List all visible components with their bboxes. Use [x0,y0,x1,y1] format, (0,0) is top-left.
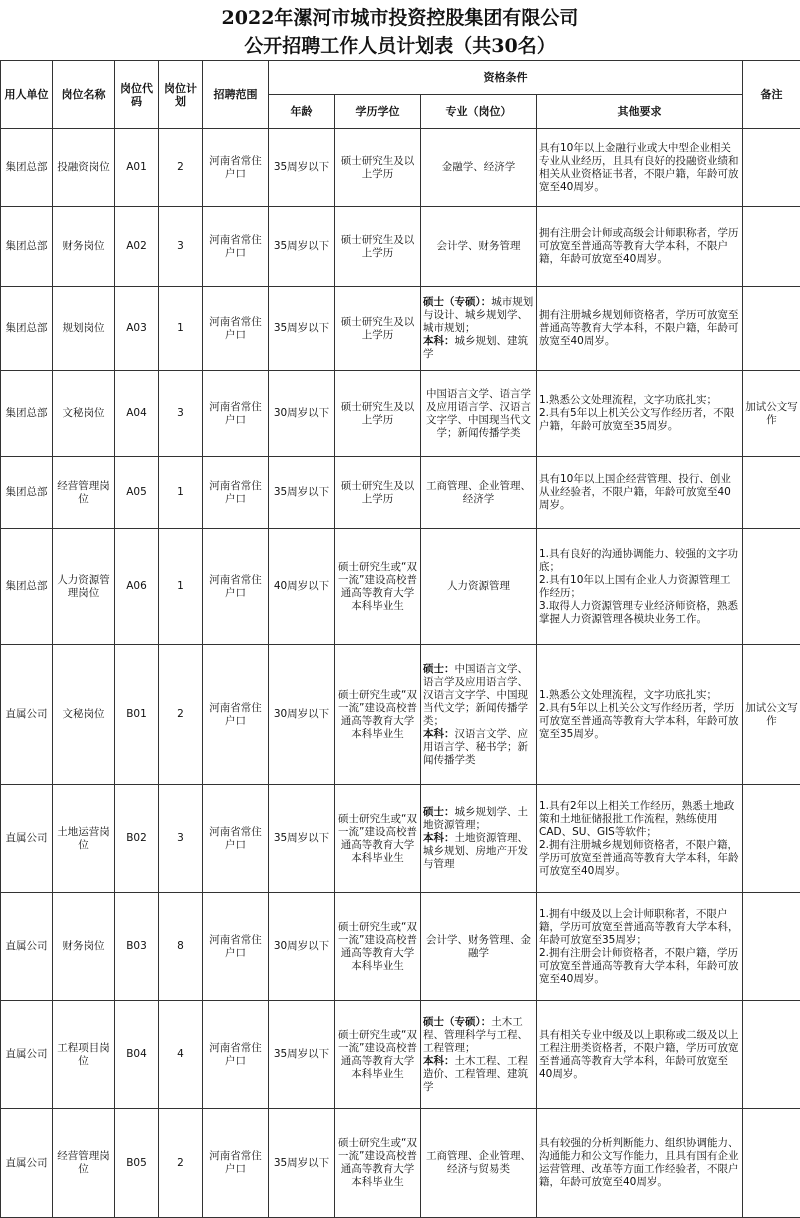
major-text: 土木工程、工程造价、工程管理、建筑学 [423,1055,528,1093]
cell-remark [743,1001,800,1109]
major-text: 工商管理、企业管理、经济学 [426,480,531,505]
cell-unit: 直属公司 [1,1109,53,1218]
major-degree-label: 本科： [423,832,455,844]
cell-major [421,785,537,893]
cell-post-name: 文秘岗位 [53,645,115,785]
cell-post-code: B01 [115,645,159,785]
cell-post-plan: 2 [159,645,203,785]
cell-unit: 集团总部 [1,529,53,645]
table-row [1,785,800,893]
cell-scope: 河南省常住户口 [203,1109,269,1218]
major-degree-label: 硕士： [423,663,455,675]
cell-education: 硕士研究生或“双一流”建设高校普通高等教育大学本科毕业生 [335,1001,421,1109]
cell-remark [743,457,800,529]
cell-education: 硕士研究生及以上学历 [335,129,421,207]
cell-age: 35周岁以下 [269,129,335,207]
cell-education: 硕士研究生或“双一流”建设高校普通高等教育大学本科毕业生 [335,645,421,785]
major-degree-label: 本科： [423,728,455,740]
cell-unit: 直属公司 [1,785,53,893]
major-text: 会计学、财务管理 [437,240,521,252]
cell-age: 30周岁以下 [269,645,335,785]
cell-other-requirements: 1.拥有中级及以上会计师职称者，不限户籍，学历可放宽至普通高等教育大学本科，年龄可放宽至35周岁； 2.拥有注册会计师资格者，不限户籍，学历可放宽至普通高等教育大学本科，年龄可放宽至40周岁。 [537,893,743,1001]
cell-remark [743,1109,800,1218]
header-age: 年龄 [269,95,335,129]
cell-post-plan: 1 [159,287,203,371]
cell-post-name: 财务岗位 [53,893,115,1001]
cell-major [421,207,537,287]
major-degree-label: 硕士： [423,806,455,818]
major-line [423,934,534,960]
cell-major [421,457,537,529]
table-row [1,207,800,287]
major-line [423,480,534,506]
cell-post-code: B04 [115,1001,159,1109]
cell-other-requirements: 1.熟悉公文处理流程，文字功底扎实； 2.具有5年以上机关公文写作经历者，不限户籍，年龄可放宽至35周岁。 [537,371,743,457]
cell-other-requirements: 1.具有2年以上相关工作经历，熟悉土地政策和土地征储报批工作流程，熟练使用CAD、SU、GIS等软件； 2.拥有注册城乡规划师资格者，不限户籍，学历可放宽至普通高等教育大学本科，年龄可放宽至40周岁。 [537,785,743,893]
cell-scope: 河南省常住户口 [203,287,269,371]
cell-post-code: B05 [115,1109,159,1218]
cell-post-name: 工程项目岗位 [53,1001,115,1109]
major-line [423,806,534,832]
cell-scope: 河南省常住户口 [203,785,269,893]
cell-scope: 河南省常住户口 [203,1001,269,1109]
cell-post-code: A06 [115,529,159,645]
cell-age: 35周岁以下 [269,1109,335,1218]
cell-post-plan: 3 [159,371,203,457]
cell-post-code: A04 [115,371,159,457]
table-body [1,129,800,1218]
header-remark: 备注 [743,61,800,129]
cell-post-code: A05 [115,457,159,529]
cell-post-name: 人力资源管理岗位 [53,529,115,645]
cell-unit: 集团总部 [1,207,53,287]
cell-unit: 集团总部 [1,129,53,207]
header-post-plan: 岗位计划 [159,61,203,129]
cell-age: 40周岁以下 [269,529,335,645]
cell-other-requirements: 拥有注册城乡规划师资格者，学历可放宽至普通高等教育大学本科，不限户籍，年龄可放宽至40周岁。 [537,287,743,371]
cell-major [421,645,537,785]
cell-post-code: A01 [115,129,159,207]
major-text: 中国语言文学、语言学及应用语言学、汉语言文字学、中国现当代文学；新闻传播学类； [423,663,528,727]
header-other-requirements: 其他要求 [537,95,743,129]
table-row [1,645,800,785]
cell-age: 35周岁以下 [269,1001,335,1109]
cell-remark [743,785,800,893]
cell-remark [743,529,800,645]
major-degree-label: 本科： [423,335,455,347]
cell-unit: 直属公司 [1,645,53,785]
cell-major [421,893,537,1001]
header-qualifications: 资格条件 [269,61,743,95]
major-degree-label: 硕士（专硕）： [423,1016,491,1028]
cell-post-plan: 2 [159,1109,203,1218]
cell-age: 35周岁以下 [269,287,335,371]
cell-post-name: 财务岗位 [53,207,115,287]
major-degree-label: 本科： [423,1055,455,1067]
major-degree-label: 硕士（专硕）： [423,296,491,308]
cell-post-name: 土地运营岗位 [53,785,115,893]
major-line [423,335,534,361]
major-line [423,832,534,871]
table-row [1,1109,800,1218]
cell-other-requirements: 1.具有良好的沟通协调能力、较强的文字功底； 2.具有10年以上国有企业人力资源管理工作经历； 3.取得人力资源管理专业经济师资格，熟悉掌握人力资源管理各模块业务工作。 [537,529,743,645]
cell-post-code: B03 [115,893,159,1001]
cell-education: 硕士研究生及以上学历 [335,371,421,457]
header-unit: 用人单位 [1,61,53,129]
cell-remark [743,893,800,1001]
major-text: 土地资源管理、城乡规划、房地产开发与管理 [423,832,528,870]
major-text: 会计学、财务管理、金融学 [426,934,531,959]
table-row [1,457,800,529]
cell-unit: 集团总部 [1,457,53,529]
cell-post-name: 经营管理岗位 [53,1109,115,1218]
cell-age: 35周岁以下 [269,785,335,893]
major-line [423,663,534,728]
cell-education: 硕士研究生或“双一流”建设高校普通高等教育大学本科毕业生 [335,529,421,645]
major-line [423,240,534,253]
cell-remark [743,287,800,371]
cell-post-name: 投融资岗位 [53,129,115,207]
major-text: 城乡规划学、土地资源管理； [423,806,528,831]
cell-education: 硕士研究生或“双一流”建设高校普通高等教育大学本科毕业生 [335,1109,421,1218]
cell-education: 硕士研究生或“双一流”建设高校普通高等教育大学本科毕业生 [335,785,421,893]
cell-post-plan: 3 [159,785,203,893]
cell-post-plan: 2 [159,129,203,207]
major-line [423,1150,534,1176]
major-line [423,296,534,335]
cell-education: 硕士研究生或“双一流”建设高校普通高等教育大学本科毕业生 [335,893,421,1001]
major-text: 汉语言文学、应用语言学、秘书学；新闻传播学类 [423,728,528,766]
table-row [1,287,800,371]
table-row [1,371,800,457]
cell-age: 30周岁以下 [269,371,335,457]
cell-post-code: A02 [115,207,159,287]
major-text: 中国语言文学、语言学及应用语言学、汉语言文字学、中国现当代文学；新闻传播学类 [426,388,531,439]
cell-education: 硕士研究生及以上学历 [335,457,421,529]
cell-scope: 河南省常住户口 [203,893,269,1001]
cell-age: 35周岁以下 [269,207,335,287]
table-row [1,529,800,645]
cell-major [421,371,537,457]
cell-remark [743,129,800,207]
cell-other-requirements: 具有10年以上金融行业或大中型企业相关专业从业经历，且具有良好的投融资业绩和相关从业资格证书者，不限户籍，年龄可放宽至40周岁。 [537,129,743,207]
cell-post-name: 规划岗位 [53,287,115,371]
cell-post-plan: 1 [159,529,203,645]
cell-remark: 加试公文写作 [743,371,800,457]
cell-scope: 河南省常住户口 [203,207,269,287]
cell-scope: 河南省常住户口 [203,371,269,457]
header-post-code: 岗位代码 [115,61,159,129]
major-text: 城乡规划、建筑学 [423,335,528,360]
cell-unit: 集团总部 [1,371,53,457]
cell-unit: 集团总部 [1,287,53,371]
cell-scope: 河南省常住户口 [203,645,269,785]
cell-education: 硕士研究生及以上学历 [335,287,421,371]
major-line [423,1016,534,1055]
header-scope: 招聘范围 [203,61,269,129]
cell-scope: 河南省常住户口 [203,129,269,207]
cell-post-name: 文秘岗位 [53,371,115,457]
cell-education: 硕士研究生及以上学历 [335,207,421,287]
cell-scope: 河南省常住户口 [203,529,269,645]
cell-post-plan: 3 [159,207,203,287]
table-row [1,1001,800,1109]
cell-other-requirements: 具有相关专业中级及以上职称或二级及以上工程注册类资格者，不限户籍，学历可放宽至普通高等教育大学本科，年龄可放宽至40周岁。 [537,1001,743,1109]
cell-remark: 加试公文写作 [743,645,800,785]
header-major: 专业（岗位） [421,95,537,129]
cell-major [421,287,537,371]
cell-post-plan: 4 [159,1001,203,1109]
cell-scope: 河南省常住户口 [203,457,269,529]
cell-other-requirements: 具有较强的分析判断能力、组织协调能力、沟通能力和公文写作能力，且具有国有企业运营管理、改革等方面工作经验者，不限户籍，年龄可放宽至40周岁。 [537,1109,743,1218]
cell-post-code: A03 [115,287,159,371]
table-row [1,893,800,1001]
cell-post-plan: 1 [159,457,203,529]
major-text: 金融学、经济学 [442,161,516,173]
header-post-name: 岗位名称 [53,61,115,129]
cell-post-name: 经营管理岗位 [53,457,115,529]
cell-other-requirements: 具有10年以上国企经营管理、投行、创业从业经验者，不限户籍，年龄可放宽至40周岁。 [537,457,743,529]
major-text: 土木工程、管理科学与工程、工程管理； [423,1016,528,1054]
major-line [423,728,534,767]
cell-major [421,529,537,645]
major-line [423,1055,534,1094]
cell-unit: 直属公司 [1,893,53,1001]
cell-age: 35周岁以下 [269,457,335,529]
cell-post-plan: 8 [159,893,203,1001]
cell-remark [743,207,800,287]
major-text: 人力资源管理 [447,580,510,592]
header-education: 学历学位 [335,95,421,129]
major-text: 城市规划与设计、城乡规划学、城市规划； [423,296,533,334]
cell-major [421,1001,537,1109]
cell-post-code: B02 [115,785,159,893]
table-row [1,129,800,207]
recruitment-plan-table [0,60,800,1218]
cell-other-requirements: 拥有注册会计师或高级会计师职称者，学历可放宽至普通高等教育大学本科，不限户籍，年龄可放宽至40周岁。 [537,207,743,287]
major-line [423,580,534,593]
major-text: 工商管理、企业管理、经济与贸易类 [426,1150,531,1175]
cell-age: 30周岁以下 [269,893,335,1001]
major-line [423,161,534,174]
cell-other-requirements: 1.熟悉公文处理流程，文字功底扎实； 2.具有5年以上机关公文写作经历者，学历可放宽至普通高等教育大学本科，年龄可放宽至35周岁。 [537,645,743,785]
major-line [423,388,534,440]
cell-major [421,129,537,207]
document-title-line1: 2022年漯河市城市投资控股集团有限公司 [0,0,800,32]
document-title-line2: 公开招聘工作人员计划表（共30名） [0,32,800,60]
cell-major [421,1109,537,1218]
cell-unit: 直属公司 [1,1001,53,1109]
